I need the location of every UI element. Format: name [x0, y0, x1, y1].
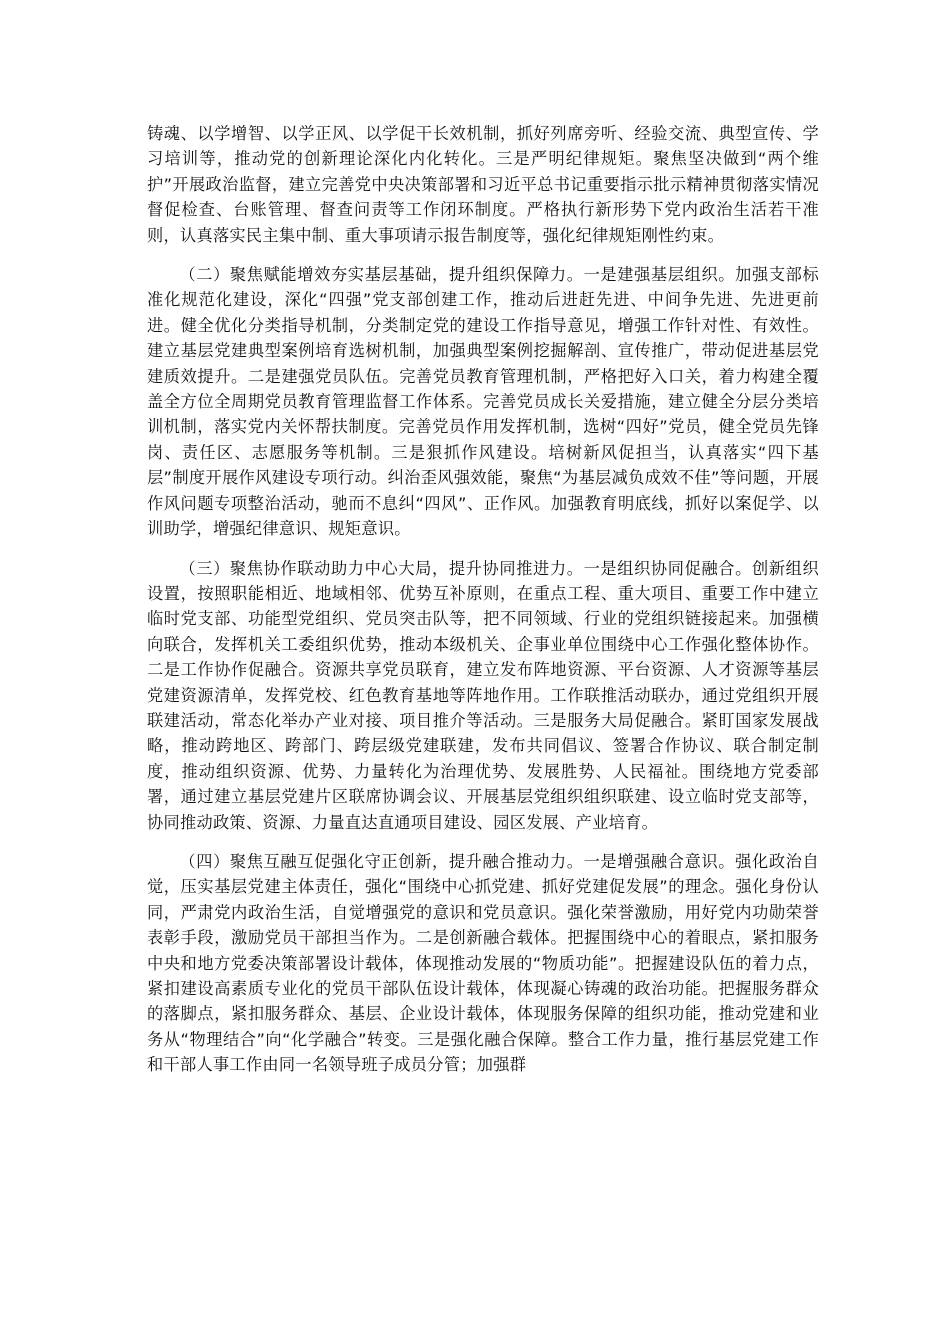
document-body — [147, 121, 819, 1078]
paragraph-section-2: （二）聚焦赋能增效夯实基层基础，提升组织保障力。一是建强基层组织。加强支部标准化规范化建设，深化“四强”党支部创建工作，推动后进赶先进、中间争先进、先进更前进。健全优化分类指导机制，分类制定党的建设工作指导意见，增强工作针对性、有效性。建立基层党建典型案例培育选树机制，加强典型案例挖掘解剖、宣传推广，带动促进基层党建质效提升。二是建强党员队伍。完善党员教育管理机制，严格把好入口关，着力构建全覆盖全方位全周期党员教育管理监督工作体系。完善党员成长关爱措施，建立健全分层分类培训机制，落实党内关怀帮扶制度。完善党员作用发挥机制，选树“四好”党员，健全党员先锋岗、责任区、志愿服务等机制。三是狠抓作风建设。培树新风促担当，认真落实“四下基层”制度开展作风建设专项行动。纠治歪风强效能，聚焦“为基层减负成效不佳”等问题，开展作风问题专项整治活动，驰而不息纠“四风”、正作风。加强教育明底线，抓好以案促学、以训助学，增强纪律意识、规矩意识。 — [147, 265, 819, 539]
paragraph-section-3: （三）聚焦协作联动助力中心大局，提升协同推进力。一是组织协同促融合。创新组织设置，按照职能相近、地域相邻、优势互补原则，在重点工程、重大项目、重要工作中建立临时党支部、功能型党组织、党员突击队等，把不同领域、行业的党组织链接起来。加强横向联合，发挥机关工委组织优势，推动本级机关、企事业单位围绕中心工作强化整体协作。二是工作协作促融合。资源共享党员联育，建立发布阵地资源、平台资源、人才资源等基层党建资源清单，发挥党校、红色教育基地等阵地作用。工作联推活动联办，通过党组织开展联建活动，常态化举办产业对接、项目推介等活动。三是服务大局促融合。紧盯国家发展战略，推动跨地区、跨部门、跨层级党建联建，发布共同倡议、签署合作协议、联合制定制度，推动组织资源、优势、力量转化为治理优势、发展胜势、人民福祉。围绕地方党委部署，通过建立基层党建片区联席协调会议、开展基层党组织组织联建、设立临时党支部等，协同推动政策、资源、力量直达直通项目建设、园区发展、产业培育。 — [147, 558, 819, 832]
paragraph-section-4: （四）聚焦互融互促强化守正创新，提升融合推动力。一是增强融合意识。强化政治自觉，压实基层党建主体责任，强化“围绕中心抓党建、抓好党建促发展”的理念。强化身份认同，严肃党内政治生活，自觉增强党的意识和党员意识。强化荣誉激励，用好党内功勋荣誉表彰手段，激励党员干部担当作为。二是创新融合载体。把握围绕中心的着眼点，紧扣服务中央和地方党委决策部署设计载体，体现推动发展的“物质功能”。把握建设队伍的着力点，紧扣建设高素质专业化的党员干部队伍设计载体，体现凝心铸魂的政治功能。把握服务群众的落脚点，紧扣服务群众、基层、企业设计载体，体现服务保障的组织功能，推动党建和业务从“物理结合”向“化学融合”转变。三是强化融合保障。整合工作力量，推行基层党建工作和干部人事工作由同一名领导班子成员分管；加强群 — [147, 851, 819, 1075]
paragraph-continuation: 铸魂、以学增智、以学正风、以学促干长效机制，抓好列席旁听、经验交流、典型宣传、学习培训等，推动党的创新理论深化内化转化。三是严明纪律规矩。聚焦坚决做到“两个维护”开展政治监督，建立完善党中央决策部署和习近平总书记重要指示批示精神贯彻落实情况督促检查、台账管理、督查问责等工作闭环制度。严格执行新形势下党内政治生活若干准则，认真落实民主集中制、重大事项请示报告制度等，强化纪律规矩刚性约束。 — [147, 124, 819, 245]
